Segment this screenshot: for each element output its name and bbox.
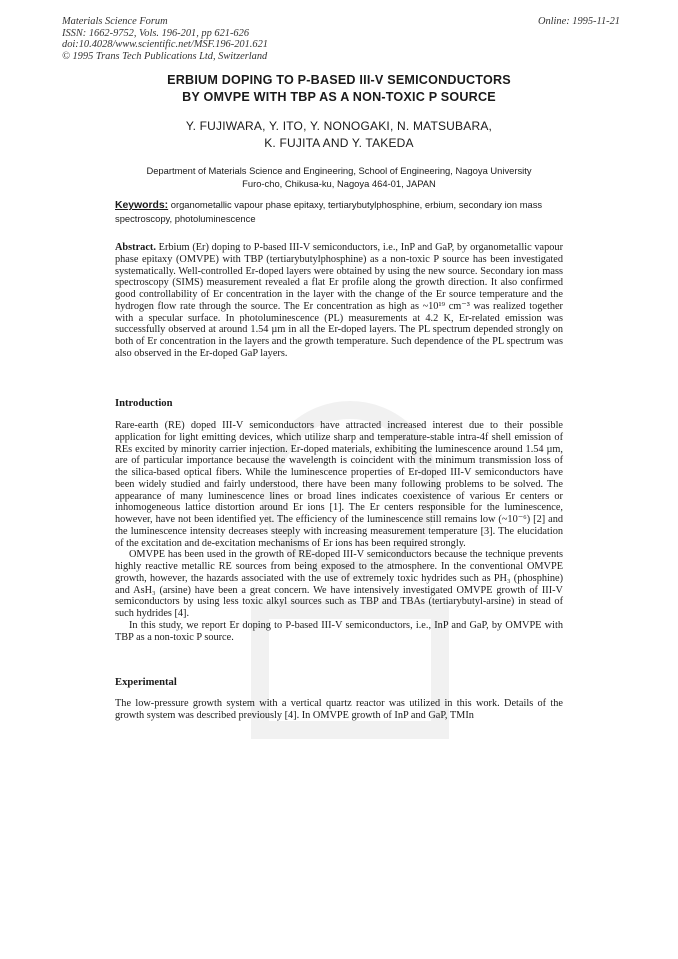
introduction-body (115, 420, 563, 643)
abstract-label: Abstract. (115, 242, 156, 253)
keywords-text: organometallic vapour phase epitaxy, tertiarybutylphosphine, erbium, secondary ion mass spectroscopy, photoluminescence (115, 199, 543, 224)
introduction-heading: Introduction (115, 398, 173, 409)
issn-line: ISSN: 1662-9752, Vols. 196-201, pp 621-626 (62, 27, 250, 39)
authors-line-2: K. FUJITA AND Y. TAKEDA (264, 136, 414, 150)
paper-title (0, 72, 678, 105)
experimental-paragraph-1: The low-pressure growth system with a vertical quartz reactor was utilized in this work. Details of the growth system was described previously [4]. In OMVPE growth of InP and GaP, TMIn (115, 698, 563, 721)
experimental-heading: Experimental (115, 677, 177, 688)
affiliation-line-1: Department of Materials Science and Engineering, School of Engineering, Nagoya University (146, 165, 532, 176)
experimental-body (115, 698, 563, 722)
affiliation (0, 164, 678, 190)
introduction-paragraph-3: In this study, we report Er doping to P-based III-V semiconductors, i.e., InP and GaP, by OMVPE with TBP as a non-toxic P source. (115, 619, 563, 643)
introduction-paragraph-2: OMVPE has been used in the growth of RE-doped III-V semiconductors because the technique prevents highly reactive metallic RE sources from being exposed to the atmosphere. In the conventional OMVPE growth, however, the hazards associated with the use of extremely toxic hydrides such as PH₃ (phosphine) and AsH₃ (arsine) have been a great concern. We have intensively investigated OMVPE growth of III-V semiconductors by using less toxic alkyl sources such as TBP and TBAs (tertiarybutyl-arsine) in stead of such hydrides [4]. (115, 549, 563, 619)
author-list (0, 118, 678, 152)
journal-metadata (62, 16, 268, 62)
keywords-block (115, 198, 563, 225)
online-date: Online: 1995-11-21 (537, 16, 620, 27)
affiliation-line-2: Furo-cho, Chikusa-ku, Nagoya 464-01, JAPAN (242, 178, 436, 189)
keywords-label: Keywords: (115, 200, 169, 211)
abstract-text: Erbium (Er) doping to P-based III-V semiconductors, i.e., InP and GaP, by organometallic vapour phase epitaxy (OMVPE) with TBP (tertiarybutylphosphine) as a non-toxic P source has been investigated systematically. Well-controlled Er-doped layers were obtained by using the new source. Secondary ion mass spectroscopy (SIMS) measurement revealed a flat Er profile along the growth direction. It also confirmed good controllability of Er concentration in the layer with the change of the Er source temperature and the hydrogen flow rate through the source. The Er concentration as high as ~10¹⁹ cm⁻³ was realized together with a specular surface. In photoluminescence (PL) measurements at 4.2 K, Er-related emission was successfully observed at around 1.54 µm in all the Er-doped layers. The PL spectrum depended strongly on both of Er concentration in the layers and the growth temperature. Such dependence of the PL spectrum was also observed in the Er-doped GaP layers. (115, 242, 563, 359)
copyright-line: © 1995 Trans Tech Publications Ltd, Switzerland (62, 50, 268, 62)
doi-line[interactable]: doi:10.4028/www.scientific.net/MSF.196-201.621 (62, 39, 268, 51)
journal-name: Materials Science Forum (62, 16, 168, 27)
introduction-paragraph-1: Rare-earth (RE) doped III-V semiconductors have attracted increased interest due to their possible application for light emitting devices, which utilize sharp and temperature-stable intra-4f shell emission of REs excited by minority carrier injection. Er-doped materials, exhibiting the luminescence around 1.54 µm, are of particular importance because the wavelength is coincident with the minimum transmission loss of the silica-based optical fibers. While the luminescence properties of Er-doped III-V semiconductors have been widely studied and fairly understood, there have been many following problems to be solved. The appearance of many luminescence lines or broad lines indicates coexistence of various Er centers or inhomogeneous lattice distortion around Er ions [1]. The Er centers responsible for the luminescence, however, have not been identified yet. The efficiency of the luminescence still remains low (~10⁻⁶) [2] and the luminescence intensity decreases steeply with increasing measurement temperature [3]. The elucidation of the excitation and de-excitation mechanisms of Er ions has been required strongly. (115, 420, 563, 549)
abstract-block (115, 242, 563, 360)
title-line-2: BY OMVPE WITH TBP AS A NON-TOXIC P SOURCE (182, 89, 496, 104)
authors-line-1: Y. FUJIWARA, Y. ITO, Y. NONOGAKI, N. MATSUBARA, (185, 119, 493, 133)
title-line-1: ERBIUM DOPING TO P-BASED III-V SEMICONDUCTORS (167, 73, 511, 87)
